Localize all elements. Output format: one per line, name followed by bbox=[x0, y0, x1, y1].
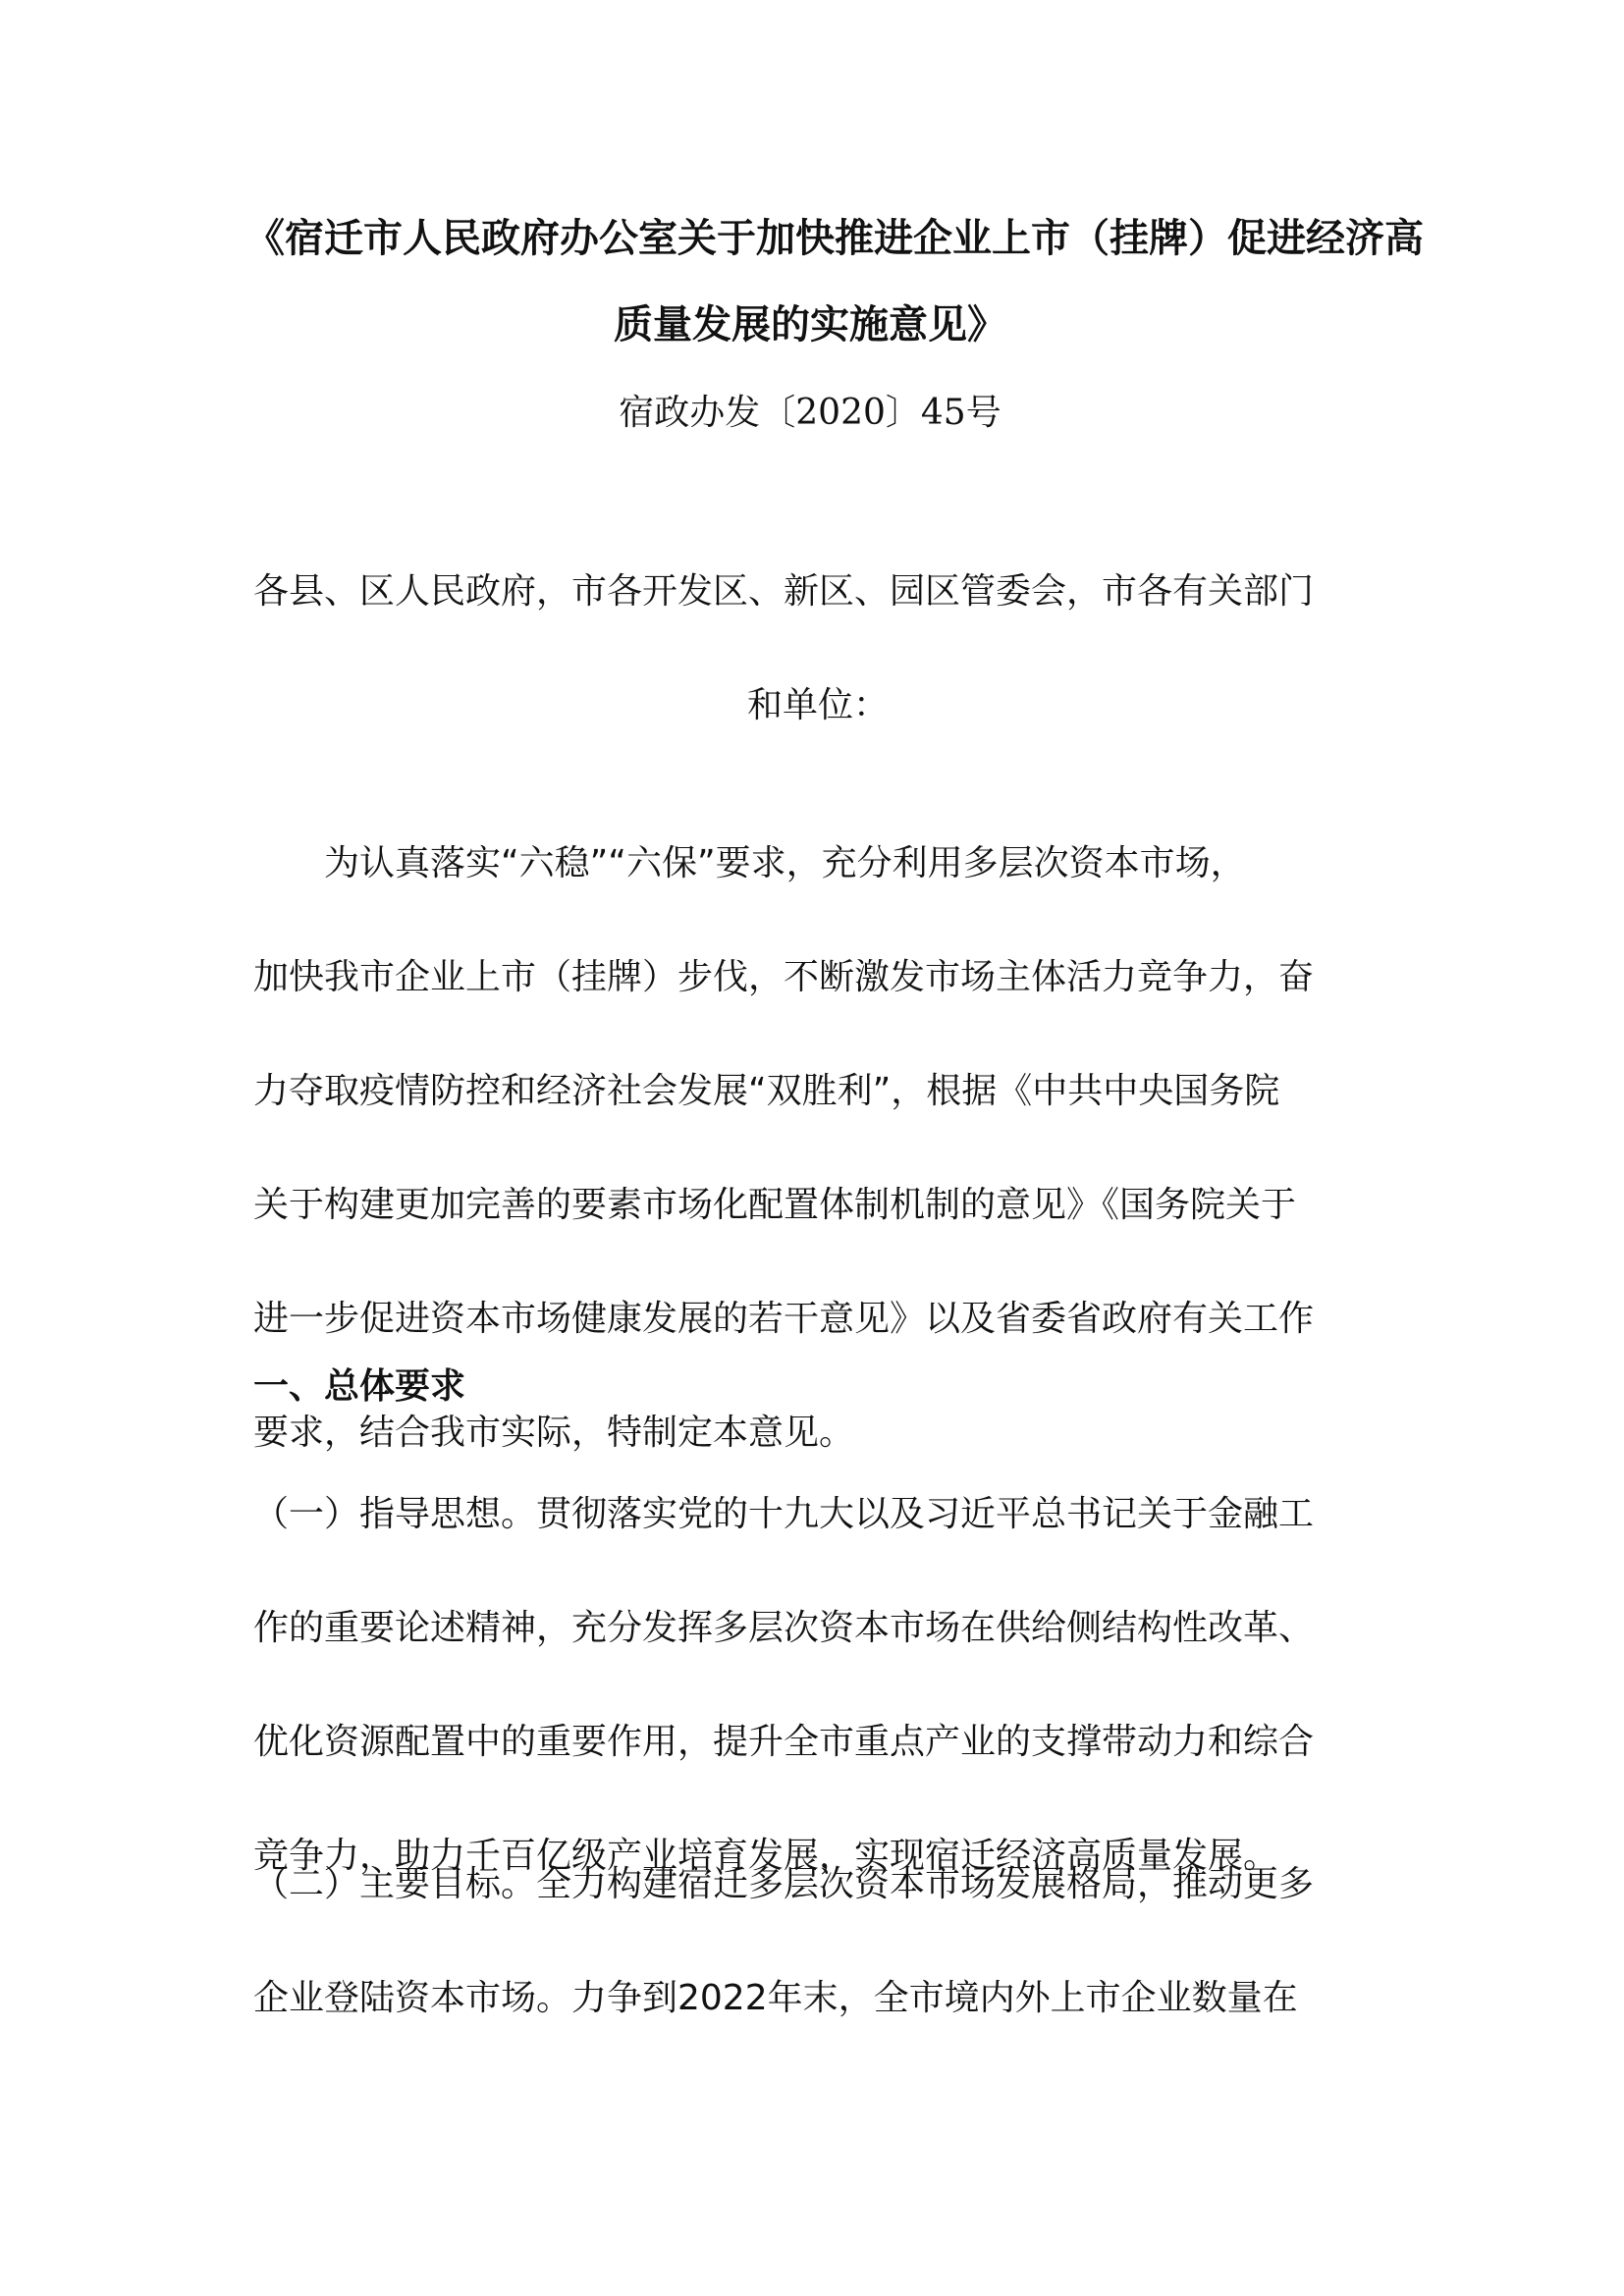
paragraph-line: （二）主要目标。全力构建宿迁多层次资本市场发展格局，推动更多 bbox=[253, 1864, 1315, 1904]
section-2-paragraph bbox=[253, 1828, 1382, 2056]
addressee-line: 各县、区人民政府，市各开发区、新区、园区管委会，市各有关部门 bbox=[253, 571, 1315, 612]
section-heading: 一、总体要求 bbox=[253, 1366, 466, 1407]
paragraph-line: 作的重要论述精神，充分发挥多层次资本市场在供给侧结构性改革、 bbox=[253, 1608, 1315, 1648]
paragraph-line: 竞争力，助力千百亿级产业培育发展，实现宿迁经济高质量发展。 bbox=[253, 1836, 1279, 1876]
paragraph-line: 力夺取疫情防控和经济社会发展“双胜利”，根据《中共中央国务院 bbox=[253, 1071, 1280, 1111]
paragraph-line: 关于构建更加完善的要素市场化配置体制机制的意见》《国务院关于 bbox=[253, 1185, 1297, 1225]
paragraph-line: 企业登陆资本市场。力争到2022年末，全市境内外上市企业数量在 bbox=[253, 1978, 1298, 2018]
document-title-line-1: 《宿迁市人民政府办公室关于加快推进企业上市（挂牌）促进经济高 bbox=[245, 216, 1424, 261]
paragraph-line: 要求，结合我市实际，特制定本意见。 bbox=[253, 1413, 855, 1453]
paragraph-line: 优化资源配置中的重要作用，提升全市重点产业的支撑带动力和综合 bbox=[253, 1722, 1315, 1762]
paragraph-line: 为认真落实“六稳”“六保”要求，充分利用多层次资本市场， bbox=[253, 843, 1246, 883]
paragraph-line: 加快我市企业上市（挂牌）步伐，不断激发市场主体活力竞争力，奋 bbox=[253, 957, 1315, 997]
addressee-line: 和单位： bbox=[746, 685, 889, 725]
paragraph-line: （一）指导思想。贯彻落实党的十九大以及习近平总书记关于金融工 bbox=[253, 1494, 1315, 1534]
addressee bbox=[253, 535, 1382, 763]
document-title-line-2: 质量发展的实施意见》 bbox=[614, 302, 1006, 347]
document-number: 宿政办发〔2020〕45号 bbox=[619, 393, 1001, 433]
paragraph-line: 进一步促进资本市场健康发展的若干意见》以及省委省政府有关工作 bbox=[253, 1299, 1315, 1339]
